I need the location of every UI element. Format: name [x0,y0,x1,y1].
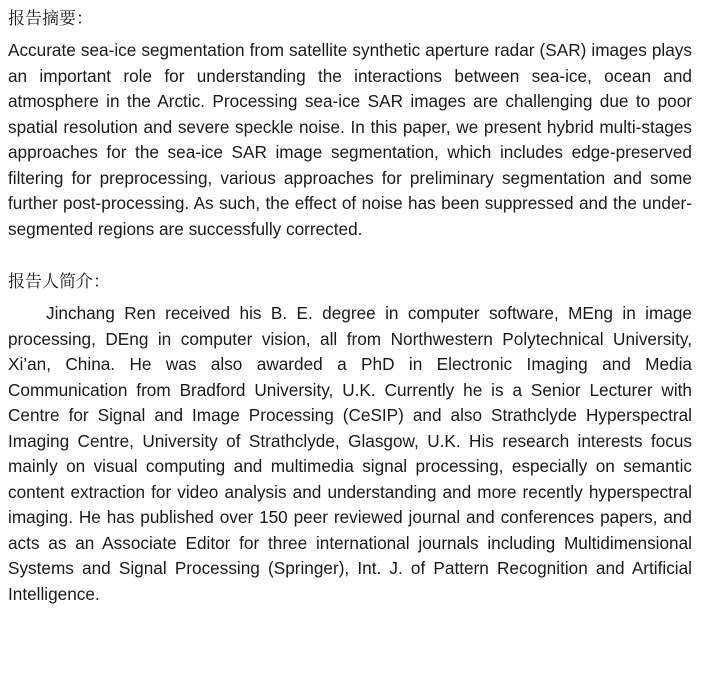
abstract-text: Accurate sea-ice segmentation from satellite synthetic aperture radar (SAR) images plays an important role for understanding the interactions between sea-ice, ocean and atmosphere in the Arctic. Processing sea-ice SAR images are challenging due to poor spatial resolution and severe speckle noise. In this paper, we present hybrid multi-stages approaches for the sea-ice SAR image segmentation, which includes edge-preserved filtering for preprocessing, various approaches for preliminary segmentation and some further post-processing. As such, the effect of noise has been suppressed and the under-segmented regions are successfully corrected. [8,40,692,239]
speaker-bio-text: Jinchang Ren received his B. E. degree in computer software, MEng in image processing, DEng in computer vision, all from Northwestern Polytechnical University, Xi’an, China. He was also awarded a PhD in Electronic Imaging and Media Communication from Bradford University, U.K. Currently he is a Senior Lecturer with Centre for Signal and Image Processing (CeSIP) and also Strathclyde Hyperspectral Imaging Centre, University of Strathclyde, Glasgow, U.K. His research interests focus mainly on visual computing and multimedia signal processing, especially on semantic content extraction for video analysis and understanding and more recently hyperspectral imaging. He has published over 150 peer reviewed journal and conferences papers, and acts as an Associate Editor for three international journals including Multidimensional Systems and Signal Processing (Springer), Int. J. of Pattern Recognition and Artificial Intelligence. [8,303,692,604]
section-spacer [8,242,692,269]
speaker-bio-section [8,269,692,607]
abstract-heading: 报告摘要： [8,9,93,29]
document-page [8,6,692,607]
speaker-bio-heading: 报告人简介： [8,272,110,292]
abstract-section [8,6,692,242]
